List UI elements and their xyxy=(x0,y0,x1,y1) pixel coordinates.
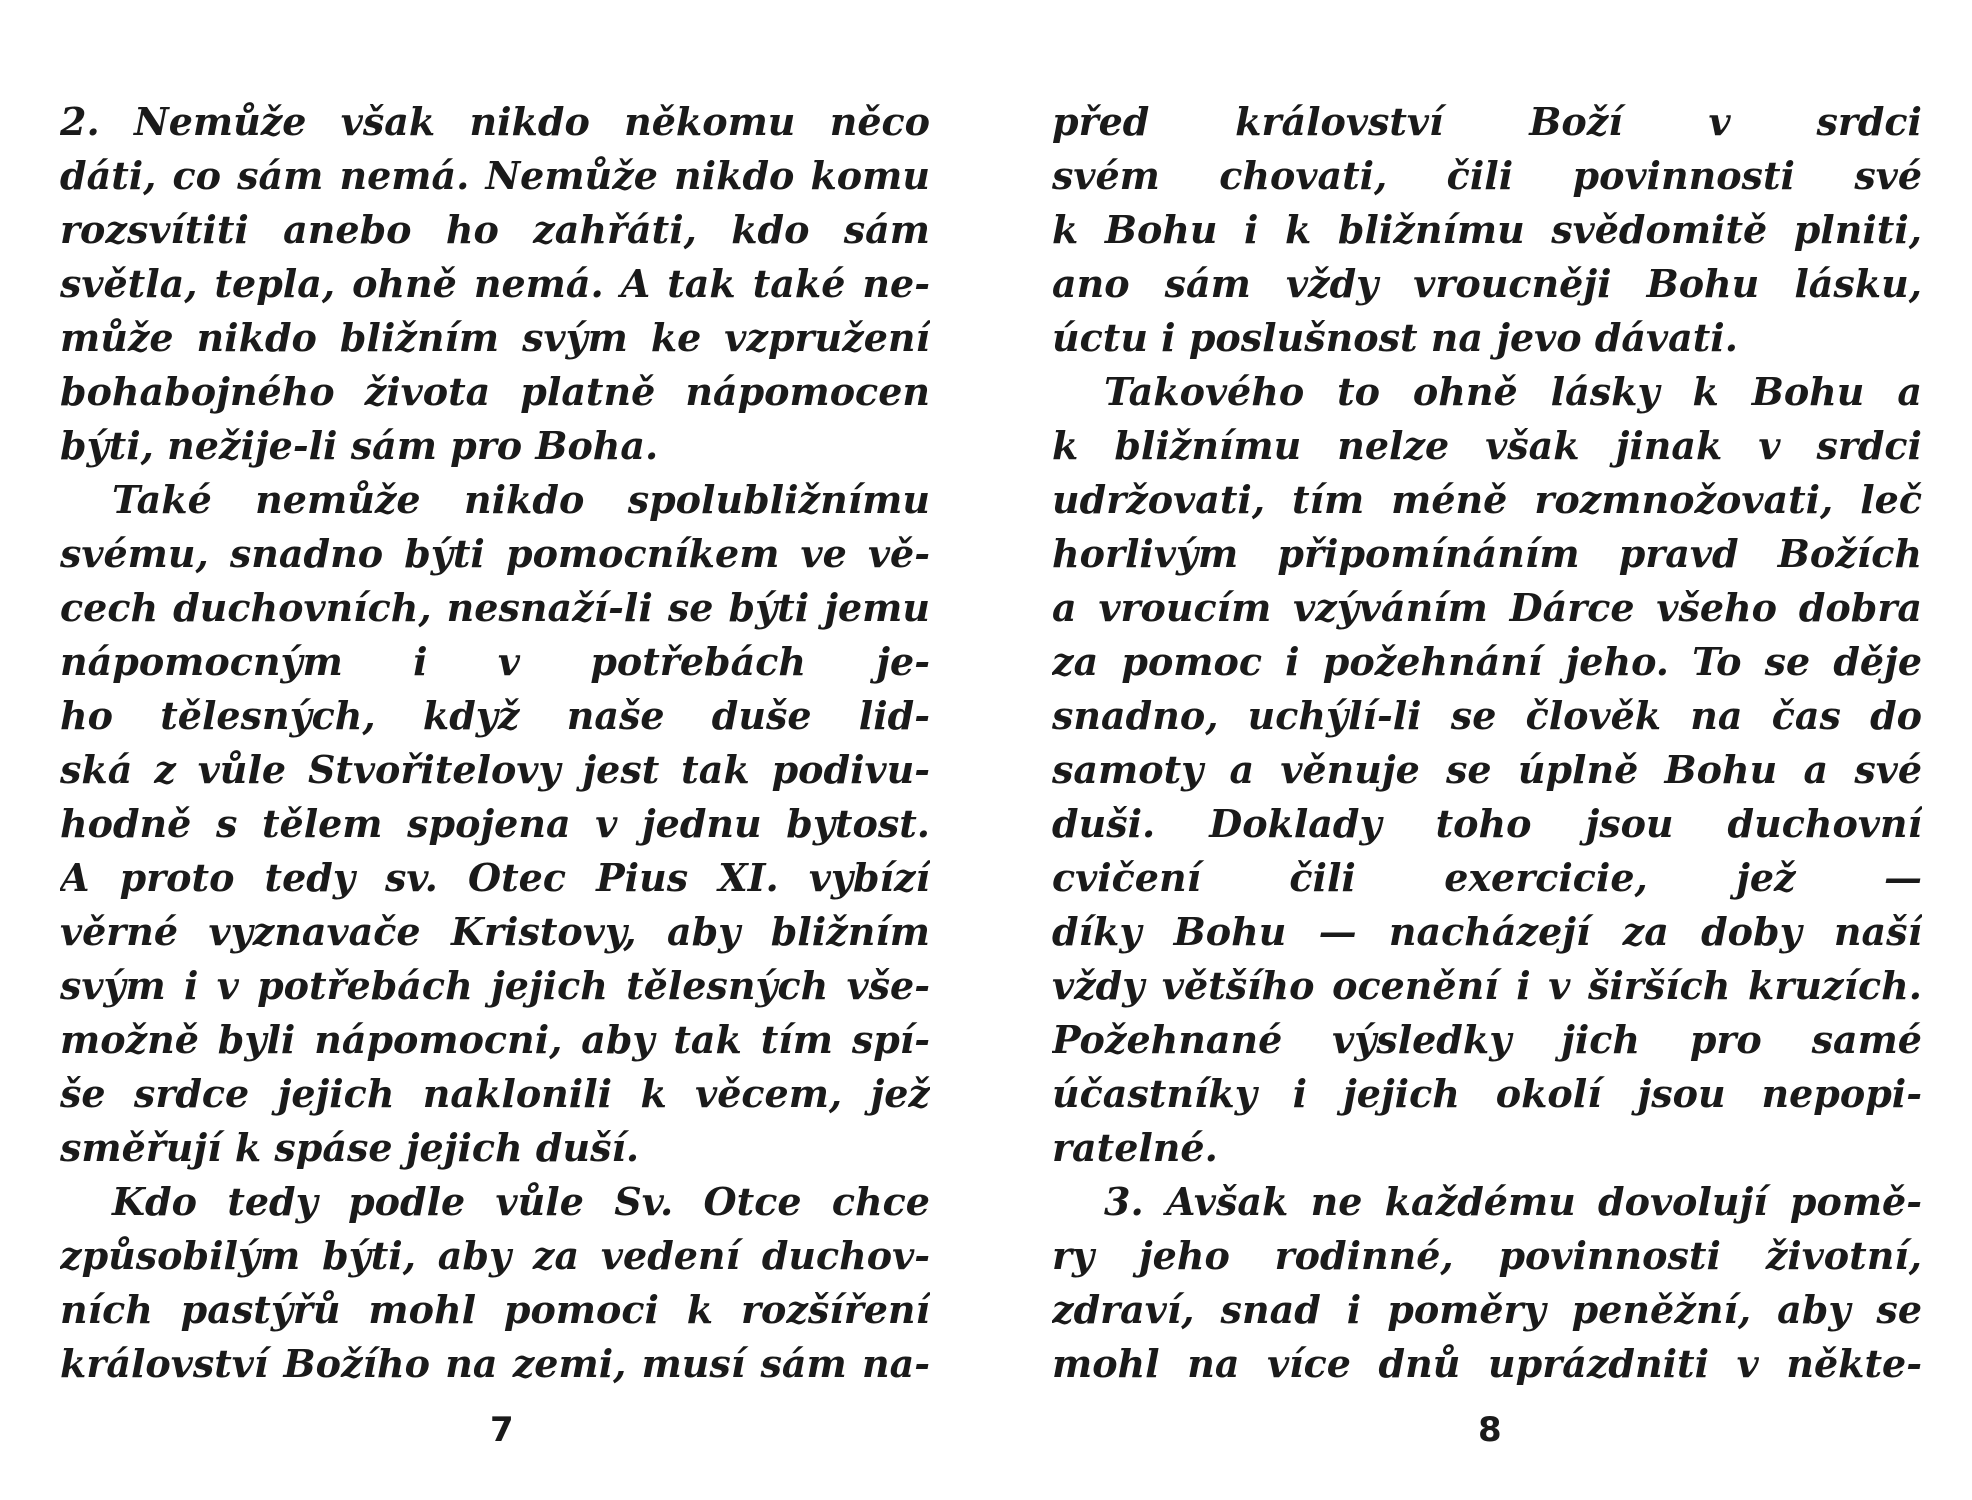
text-line: 3. Avšak ne každému dovolují pomě- xyxy=(1104,1179,1922,1224)
text-line: 2. Nemůže však nikdo někomu něco xyxy=(60,99,930,144)
text-line: ních pastýřů mohl pomoci k rozšíření xyxy=(60,1287,930,1332)
text-line: býti, nežije-li sám pro Boha. xyxy=(60,423,659,468)
text-line: A proto tedy sv. Otec Pius XI. vybízí xyxy=(60,855,930,900)
text-line: duši. Doklady toho jsou duchovní xyxy=(1052,801,1922,846)
text-line: udržovati, tím méně rozmnožovati, leč xyxy=(1052,477,1922,522)
text-line: směřují k spáse jejich duší. xyxy=(60,1125,640,1170)
text-line: ratelné. xyxy=(1052,1125,1218,1170)
text-line: rozsvítiti anebo ho zahřáti, kdo sám xyxy=(60,207,930,252)
text-line: horlivým připomínáním pravd Božích xyxy=(1052,531,1922,576)
text-line: vždy většího ocenění i v širších kruzích. xyxy=(1052,963,1922,1008)
text-line: svém chovati, čili povinnosti své xyxy=(1052,153,1922,198)
left-page xyxy=(60,95,930,1391)
text-line: Kdo tedy podle vůle Sv. Otce chce xyxy=(112,1179,930,1224)
text-line: ská z vůle Stvořitelovy jest tak podivu- xyxy=(60,747,930,792)
text-line: před království Boží v srdci xyxy=(1052,99,1922,144)
page-number-left: 7 xyxy=(490,1410,514,1450)
text-line: samoty a věnuje se úplně Bohu a své xyxy=(1052,747,1922,792)
text-line: zdraví, snad i poměry peněžní, aby se xyxy=(1052,1287,1922,1332)
text-line: účastníky i jejich okolí jsou nepopi- xyxy=(1052,1071,1922,1116)
page-number-right: 8 xyxy=(1478,1410,1502,1450)
text-line: může nikdo bližním svým ke vzpružení xyxy=(60,315,930,360)
text-line: svému, snadno býti pomocníkem ve vě- xyxy=(60,531,930,576)
text-line: nápomocným i v potřebách je- xyxy=(60,639,930,684)
text-line: ho tělesných, když naše duše lid- xyxy=(60,693,930,738)
text-line: mohl na více dnů uprázdniti v někte- xyxy=(1052,1341,1922,1386)
text-line: svým i v potřebách jejich tělesných vše- xyxy=(60,963,930,1008)
text-line: Takového to ohně lásky k Bohu a xyxy=(1104,369,1922,414)
right-page xyxy=(1052,95,1922,1391)
text-line: k Bohu i k bližnímu svědomitě plniti, xyxy=(1052,207,1922,252)
text-line: Také nemůže nikdo spolubližnímu xyxy=(112,477,930,522)
text-line: možně byli nápomocni, aby tak tím spí- xyxy=(60,1017,930,1062)
text-line: ano sám vždy vroucněji Bohu lásku, xyxy=(1052,261,1922,306)
text-line: še srdce jejich naklonili k věcem, jež xyxy=(60,1071,930,1116)
text-line: cvičení čili exercicie, jež — xyxy=(1052,855,1922,900)
text-line: za pomoc i požehnání jeho. To se děje xyxy=(1052,639,1922,684)
text-line: dáti, co sám nemá. Nemůže nikdo komu xyxy=(60,153,930,198)
text-line: způsobilým býti, aby za vedení duchov- xyxy=(60,1233,930,1278)
text-line: snadno, uchýlí-li se člověk na čas do xyxy=(1052,693,1922,738)
text-line: a vroucím vzýváním Dárce všeho dobra xyxy=(1052,585,1922,630)
text-line: ry jeho rodinné, povinnosti životní, xyxy=(1052,1233,1922,1278)
text-line: bohabojného života platně nápomocen xyxy=(60,369,930,414)
text-line: hodně s tělem spojena v jednu bytost. xyxy=(60,801,930,846)
text-line: k bližnímu nelze však jinak v srdci xyxy=(1052,423,1922,468)
text-line: světla, tepla, ohně nemá. A tak také ne- xyxy=(60,261,930,306)
text-line: věrné vyznavače Kristovy, aby bližním xyxy=(60,909,930,954)
text-line: cech duchovních, nesnaží-li se býti jemu xyxy=(60,585,930,630)
text-line: království Božího na zemi, musí sám na- xyxy=(60,1341,930,1386)
text-line: díky Bohu — nacházejí za doby naší xyxy=(1052,909,1922,954)
text-line: Požehnané výsledky jich pro samé xyxy=(1052,1017,1922,1062)
text-line: úctu i poslušnost na jevo dávati. xyxy=(1052,315,1738,360)
